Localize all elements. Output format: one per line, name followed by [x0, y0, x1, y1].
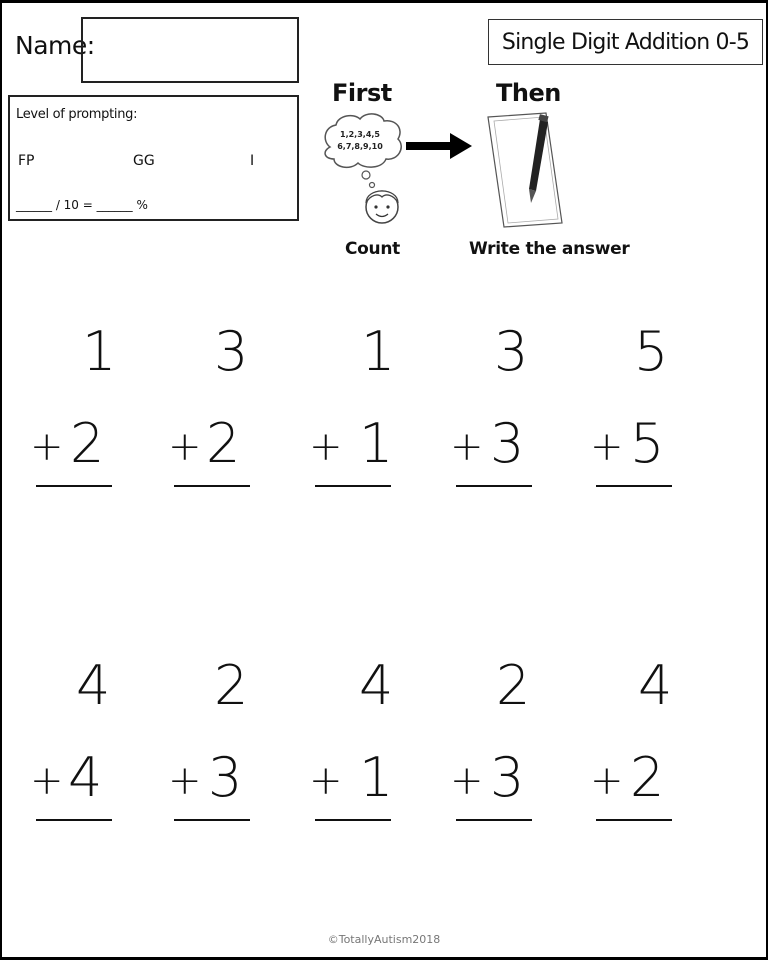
plus-sign: + — [590, 424, 624, 470]
problem-6 — [30, 654, 130, 819]
answer-line[interactable] — [36, 485, 112, 487]
name-label: Name: — [15, 31, 95, 60]
top-number: 1 — [82, 320, 117, 383]
plus-sign: + — [168, 758, 202, 804]
problem-2 — [168, 320, 268, 485]
copyright-footer: ©TotallyAutism2018 — [327, 933, 441, 946]
prompting-title: Level of prompting: — [16, 107, 138, 122]
problem-3 — [309, 320, 409, 485]
plus-sign: + — [309, 424, 343, 470]
top-number: 5 — [634, 320, 669, 383]
problem-9 — [450, 654, 550, 819]
problem-8 — [309, 654, 409, 819]
answer-line[interactable] — [596, 485, 672, 487]
prompt-level-i[interactable]: I — [250, 153, 255, 169]
top-number: 2 — [214, 654, 249, 717]
problem-4 — [450, 320, 550, 485]
prompt-level-gg[interactable]: GG — [133, 153, 155, 169]
answer-line[interactable] — [315, 485, 391, 487]
top-number: 4 — [638, 654, 673, 717]
bottom-number: 2 — [206, 412, 241, 475]
top-number: 4 — [359, 654, 394, 717]
write-answer-caption: Write the answer — [469, 239, 630, 259]
thought-text-1: 1,2,3,4,5 — [340, 130, 380, 139]
bottom-number: 1 — [359, 746, 394, 809]
bottom-number: 2 — [70, 412, 105, 475]
bottom-number: 3 — [490, 746, 525, 809]
answer-line[interactable] — [174, 819, 250, 821]
paper-pencil-icon — [486, 111, 566, 231]
prompt-level-fp[interactable]: FP — [18, 153, 35, 169]
bottom-number: 1 — [359, 412, 394, 475]
bottom-number: 5 — [630, 412, 665, 475]
answer-line[interactable] — [456, 819, 532, 821]
answer-line[interactable] — [174, 485, 250, 487]
arrow-right-icon — [406, 131, 474, 161]
plus-sign: + — [309, 758, 343, 804]
plus-sign: + — [30, 424, 64, 470]
name-field[interactable] — [81, 17, 299, 83]
plus-sign: + — [450, 758, 484, 804]
problem-1 — [30, 320, 130, 485]
prompting-box — [8, 95, 299, 221]
top-number: 4 — [76, 654, 111, 717]
score-line: ______ / 10 = ______ % — [16, 198, 148, 212]
plus-sign: + — [168, 424, 202, 470]
top-number: 3 — [214, 320, 249, 383]
plus-sign: + — [30, 758, 64, 804]
answer-line[interactable] — [36, 819, 112, 821]
answer-line[interactable] — [596, 819, 672, 821]
answer-line[interactable] — [315, 819, 391, 821]
plus-sign: + — [450, 424, 484, 470]
thought-text-2: 6,7,8,9,10 — [337, 142, 383, 151]
bottom-number: 2 — [630, 746, 665, 809]
top-number: 3 — [494, 320, 529, 383]
bottom-number: 3 — [208, 746, 243, 809]
worksheet-page — [2, 3, 766, 957]
problem-7 — [168, 654, 268, 819]
answer-line[interactable] — [456, 485, 532, 487]
top-number: 1 — [361, 320, 396, 383]
count-caption: Count — [345, 239, 400, 259]
problem-5 — [590, 320, 690, 485]
problem-10 — [590, 654, 690, 819]
worksheet-title: Single Digit Addition 0-5 — [488, 19, 763, 65]
first-label: First — [332, 79, 392, 107]
plus-sign: + — [590, 758, 624, 804]
bottom-number: 3 — [490, 412, 525, 475]
top-number: 2 — [496, 654, 531, 717]
thinking-child-icon — [320, 111, 410, 237]
bottom-number: 4 — [68, 746, 103, 809]
then-label: Then — [496, 79, 561, 107]
